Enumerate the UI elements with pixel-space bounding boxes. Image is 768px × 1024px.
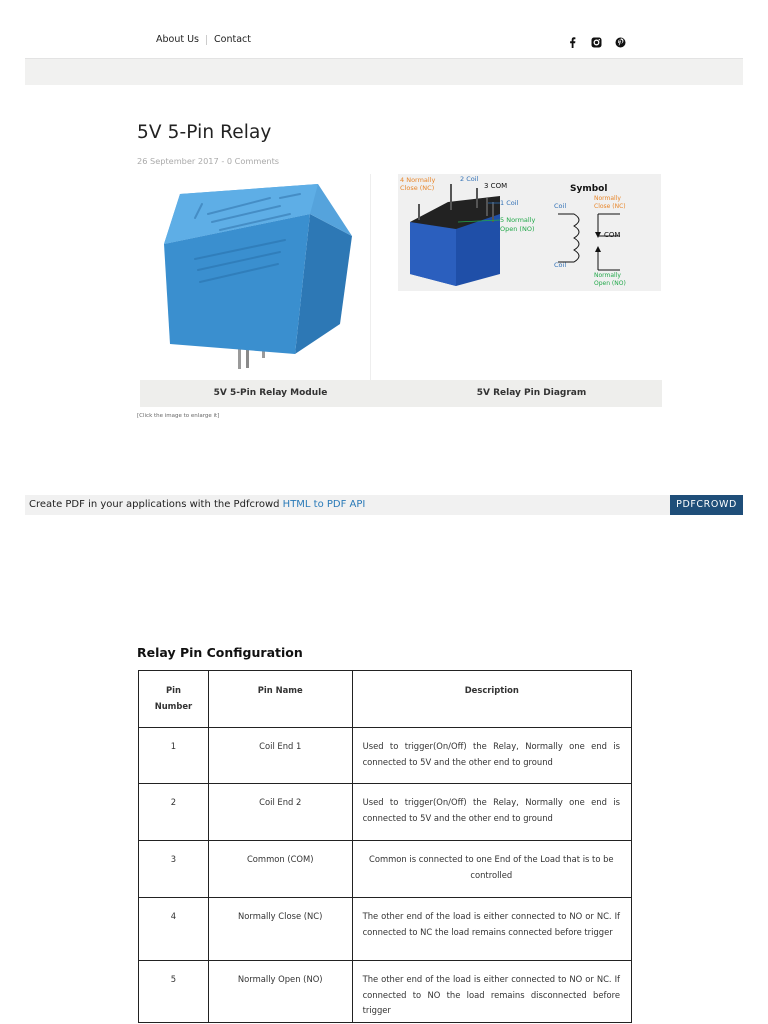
- diagram-label-coil2: 2 Coil: [460, 175, 479, 183]
- diagram-symbol-coil-top: Coil: [554, 202, 567, 210]
- enlarge-note: [Click the image to enlarge it]: [137, 413, 220, 419]
- diagram-label-coil1: 1 Coil: [500, 199, 519, 207]
- diagram-symbol-coil-bottom: Coil: [554, 261, 567, 269]
- diagram-label-no-1: 5 Normally: [500, 216, 536, 224]
- figure-caption-bar: [140, 380, 662, 407]
- relay-module-caption: 5V 5-Pin Relay Module: [213, 388, 328, 398]
- table-header-row: [139, 671, 632, 728]
- cell-pin-name: Normally Close (NC): [208, 898, 352, 961]
- diagram-symbol-title: Symbol: [570, 184, 608, 194]
- diagram-label-nc-2: Close (NC): [400, 184, 435, 192]
- cell-pin-name: Common (COM): [208, 841, 352, 898]
- table-row: [139, 898, 632, 961]
- table-row: [139, 784, 632, 841]
- cell-pin-number: 4: [139, 898, 209, 961]
- relay-module-image[interactable]: [140, 174, 371, 380]
- facebook-icon[interactable]: [565, 35, 579, 49]
- cell-pin-number: 2: [139, 784, 209, 841]
- header-description: Description: [352, 671, 631, 728]
- pdf-banner-message: Create PDF in your applications with the Pdfcrowd: [29, 499, 283, 510]
- cell-pin-name: Normally Open (NO): [208, 961, 352, 1023]
- diagram-symbol-nc-2: Close (NC): [594, 203, 626, 210]
- table-row: [139, 961, 632, 1023]
- relay-pin-diagram-caption: 5V Relay Pin Diagram: [476, 388, 587, 398]
- header-pin-number: [139, 671, 209, 728]
- pdfcrowd-button[interactable]: PDFCROWD: [670, 495, 743, 515]
- cell-description: The other end of the load is either connected to NO or NC. If connected to NO the load remains disconnected before trigger: [352, 961, 631, 1023]
- diagram-symbol-no-2: Open (NO): [594, 280, 626, 287]
- instagram-icon[interactable]: [589, 35, 603, 49]
- nav-separator: [206, 35, 207, 45]
- cell-pin-number: 1: [139, 728, 209, 784]
- diagram-symbol-nc-1: Normally: [594, 195, 621, 202]
- section-title: Relay Pin Configuration: [137, 645, 303, 660]
- pdf-banner-link[interactable]: HTML to PDF API: [282, 499, 366, 510]
- diagram-label-com: 3 COM: [484, 182, 508, 190]
- cell-pin-number: 5: [139, 961, 209, 1023]
- diagram-symbol-com: COM: [604, 231, 621, 239]
- cell-pin-number: 3: [139, 841, 209, 898]
- table-row: [139, 841, 632, 898]
- diagram-label-nc-1: 4 Normally: [400, 176, 436, 184]
- diagram-symbol-no-1: Normally: [594, 272, 621, 279]
- header-pin-number-text: Pin Number: [154, 685, 193, 711]
- pdf-banner: [25, 495, 743, 515]
- cell-description: The other end of the load is either connected to NO or NC. If connected to NC the load remains connected before trigger: [352, 898, 631, 961]
- cell-description: Common is connected to one End of the Load that is to be controlled: [352, 841, 631, 898]
- pdf-banner-text: [29, 499, 365, 510]
- relay-pin-diagram-image[interactable]: [398, 174, 661, 291]
- cell-pin-name: Coil End 1: [208, 728, 352, 784]
- cell-description: Used to trigger(On/Off) the Relay, Normally one end is connected to 5V and the other end to ground: [352, 784, 631, 841]
- cell-pin-name: Coil End 2: [208, 784, 352, 841]
- page-title: 5V 5-Pin Relay: [137, 122, 272, 143]
- nav-contact-link[interactable]: Contact: [214, 34, 251, 45]
- diagram-label-no-2: Open (NO): [500, 225, 535, 233]
- header-pin-name: Pin Name: [208, 671, 352, 728]
- post-meta: 26 September 2017 - 0 Comments: [137, 156, 280, 166]
- nav-about-link[interactable]: About Us: [156, 34, 200, 45]
- pin-configuration-table: [138, 670, 632, 1023]
- cell-description: Used to trigger(On/Off) the Relay, Normally one end is connected to 5V and the other end to ground: [352, 728, 631, 784]
- table-row: [139, 728, 632, 784]
- nav-links: [156, 34, 251, 45]
- gray-menu-bar: [25, 58, 743, 85]
- top-navigation: [0, 0, 768, 58]
- pinterest-icon[interactable]: [613, 35, 627, 49]
